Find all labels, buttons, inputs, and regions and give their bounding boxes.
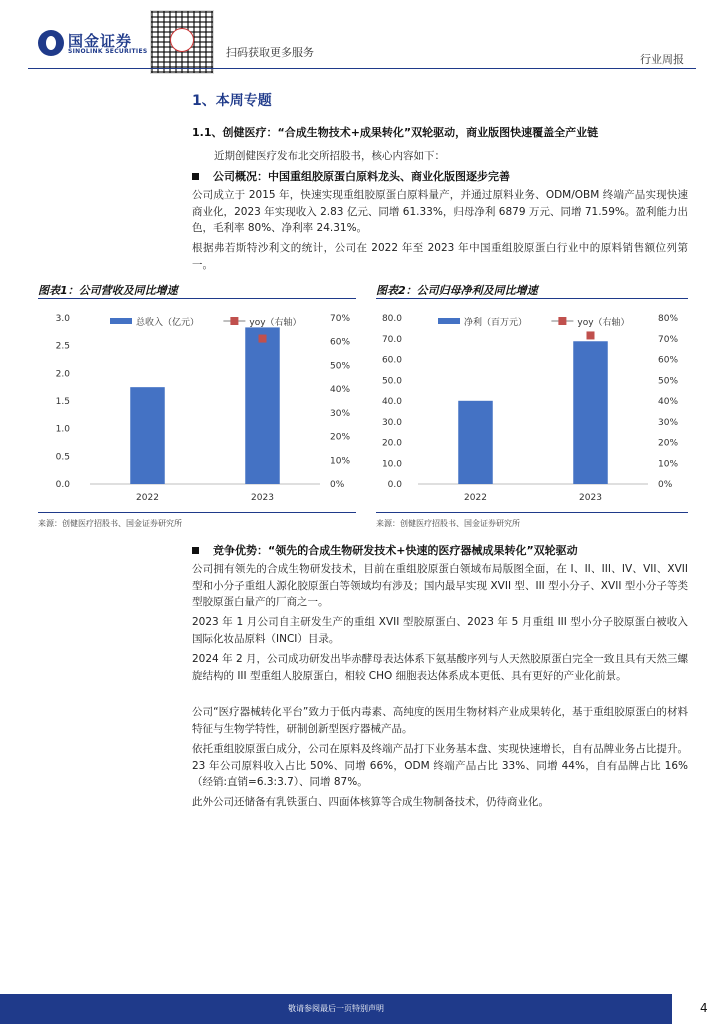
section-heading: 1、本周专题 xyxy=(192,93,272,109)
report-type-label: 行业周报 xyxy=(640,53,684,66)
bullet-square-icon xyxy=(192,547,199,554)
advantage-paragraph-5: 依托重组胶原蛋白成分，公司在原料及终端产品打下业务基本盘、实现快速增长，自有品牌业务占比提升。23 年公司原料收入占比 50%、同增 66%，ODM 终端产品占比 33%、同增 44%，自有品牌占比 16%（经销:直销=6.3:3.7）、同增 87%。 xyxy=(192,743,688,788)
figure-1-title: 图表1：公司营收及同比增速 xyxy=(38,284,178,297)
overview-paragraph-2: 根据弗若斯特沙利文的统计，公司在 2022 年至 2023 年中国重组胶原蛋白行业中的原料销售额位列第一。 xyxy=(192,242,688,271)
advantage-bullet xyxy=(192,542,578,558)
left-axis-tick-label: 80.0 xyxy=(381,314,402,324)
advantage-paragraph-6: 此外公司还储备有乳铁蛋白、四面体核算等合成生物制备技术，仍待商业化。 xyxy=(192,796,549,808)
overview-bullet xyxy=(192,168,510,184)
bar-2023 xyxy=(245,327,280,484)
figure-1-rule xyxy=(38,298,356,299)
right-axis-tick-label: 50% xyxy=(658,376,679,387)
legend-bar-swatch xyxy=(438,318,460,324)
right-axis-tick-label: 20% xyxy=(330,432,351,443)
x-axis-tick-label: 2022 xyxy=(464,493,487,503)
figure-2-title: 图表2：公司归母净利及同比增速 xyxy=(376,284,538,297)
bullet-square-icon xyxy=(192,173,199,180)
logo-english-name: SINOLINK SECURITIES xyxy=(68,48,148,55)
x-axis-tick-label: 2023 xyxy=(251,493,274,503)
overview-paragraph-1: 公司成立于 2015 年，快速实现重组胶原蛋白原料量产，并通过原料业务、ODM/OBM 终端产品实现快速商业化，2023 年实现收入 2.83 亿元、同增 61.33%，归母净利 6879 万元、同增 71.59%。盈利能力出色，毛利率 80%、净利率 24.31%。 xyxy=(192,189,688,234)
right-axis-tick-label: 20% xyxy=(658,438,679,449)
right-axis-tick-label: 10% xyxy=(330,456,351,467)
right-axis-tick-label: 0% xyxy=(658,480,673,490)
overview-bullet-text: 公司概况：中国重组胶原蛋白原料龙头、商业化版图逐步完善 xyxy=(213,170,510,183)
advantage-bullet-text: 竞争优势：“领先的合成生物研发技术+快速的医疗器械成果转化”双轮驱动 xyxy=(213,544,578,557)
bar-2022 xyxy=(458,401,493,484)
legend-bar-swatch xyxy=(110,318,132,324)
left-axis-tick-label: 50.0 xyxy=(381,376,402,387)
right-axis-tick-label: 0% xyxy=(330,480,345,490)
left-axis-tick-label: 3.0 xyxy=(55,314,70,324)
x-axis-tick-label: 2022 xyxy=(136,493,159,503)
left-axis-tick-label: 1.5 xyxy=(55,397,70,407)
right-axis-tick-label: 40% xyxy=(330,385,351,396)
right-axis-tick-label: 70% xyxy=(658,334,679,345)
qr-center-emblem-icon xyxy=(170,28,194,52)
x-axis-tick-label: 2023 xyxy=(579,493,602,503)
left-axis-tick-label: 40.0 xyxy=(381,397,402,407)
left-axis-tick-label: 30.0 xyxy=(381,417,402,428)
left-axis-tick-label: 2.5 xyxy=(55,341,70,352)
right-axis-tick-label: 50% xyxy=(330,361,351,372)
intro-text: 近期创健医疗发布北交所招股书，核心内容如下： xyxy=(214,150,445,162)
yoy-marker-2023 xyxy=(587,331,595,339)
left-axis-tick-label: 70.0 xyxy=(381,334,402,345)
footer-disclaimer: 敬请参阅最后一页特别声明 xyxy=(288,1004,384,1013)
advantage-paragraph-3: 2024 年 2 月，公司成功研发出毕赤酵母表达体系下氨基酸序列与人天然胶原蛋白完全一致且具有天然三螺旋结构的 III 型重组人胶原蛋白，相较 CHO 细胞表达体系成本更低、具有更好的产业化前景。 xyxy=(192,653,688,682)
legend-marker-label: yoy（右轴） xyxy=(249,318,302,328)
legend-bar-label: 净利（百万元） xyxy=(464,318,528,328)
advantage-paragraph-2: 2023 年 1 月公司自主研发生产的重组 XVII 型胶原蛋白、2023 年 5 月重组 III 型小分子胶原蛋白被收入国际化妆品原料（INCI）目录。 xyxy=(192,616,688,645)
header-divider xyxy=(28,68,696,69)
right-axis-tick-label: 40% xyxy=(658,397,679,407)
left-axis-tick-label: 20.0 xyxy=(381,438,402,449)
qr-caption: 扫码获取更多服务 xyxy=(226,46,314,59)
figure-1-source: 来源：创健医疗招股书、国金证券研究所 xyxy=(38,519,182,528)
right-axis-tick-label: 60% xyxy=(658,355,679,366)
left-axis-tick-label: 0.5 xyxy=(55,452,70,463)
revenue-chart xyxy=(38,300,362,512)
right-axis-tick-label: 70% xyxy=(330,314,351,324)
bar-2023 xyxy=(573,341,608,484)
net-profit-chart xyxy=(376,300,688,512)
subsection-heading: 1.1、创健医疗：“合成生物技术+成果转化”双轮驱动，商业版图快速覆盖全产业链 xyxy=(192,126,599,139)
left-axis-tick-label: 0.0 xyxy=(55,480,70,490)
right-axis-tick-label: 30% xyxy=(330,408,351,419)
left-axis-tick-label: 2.0 xyxy=(55,369,70,380)
advantage-paragraph-4: 公司“医疗器械转化平台”致力于低内毒素、高纯度的医用生物材料产业成果转化，基于重组胶原蛋白的材料特征与生物学特性，研制创新型医疗器械产品。 xyxy=(192,706,688,735)
bar-2022 xyxy=(130,387,165,484)
left-axis-tick-label: 0.0 xyxy=(387,480,402,490)
yoy-marker-2023 xyxy=(259,335,267,343)
legend-marker-swatch xyxy=(558,317,566,325)
figure-2-rule xyxy=(376,298,688,299)
legend-bar-label: 总收入（亿元） xyxy=(136,318,200,328)
legend-marker-label: yoy（右轴） xyxy=(577,318,630,328)
advantage-paragraph-1: 公司拥有领先的合成生物研发技术，目前在重组胶原蛋白领域布局版图全面，在 I、II、III、IV、VII、XVII 型和小分子重组人源化胶原蛋白等领域均有涉及；国内最早实现 XVII 型、III 型小分子、XVII 型小分子等类型胶原蛋白量产的厂商之一。 xyxy=(192,563,688,608)
right-axis-tick-label: 10% xyxy=(658,459,679,470)
left-axis-tick-label: 1.0 xyxy=(55,424,70,435)
right-axis-tick-label: 60% xyxy=(330,337,351,348)
right-axis-tick-label: 30% xyxy=(658,417,679,428)
company-logo-icon xyxy=(38,30,64,56)
logo-chinese-name: 国金证券 xyxy=(68,32,133,50)
legend-marker-swatch xyxy=(230,317,238,325)
figure-2-source: 来源：创健医疗招股书、国金证券研究所 xyxy=(376,519,520,528)
right-axis-tick-label: 80% xyxy=(658,314,679,324)
figure-1-bottom-rule xyxy=(38,512,356,513)
figure-2-bottom-rule xyxy=(376,512,688,513)
left-axis-tick-label: 10.0 xyxy=(381,459,402,470)
left-axis-tick-label: 60.0 xyxy=(381,355,402,366)
page-number: 4 xyxy=(700,1001,708,1015)
